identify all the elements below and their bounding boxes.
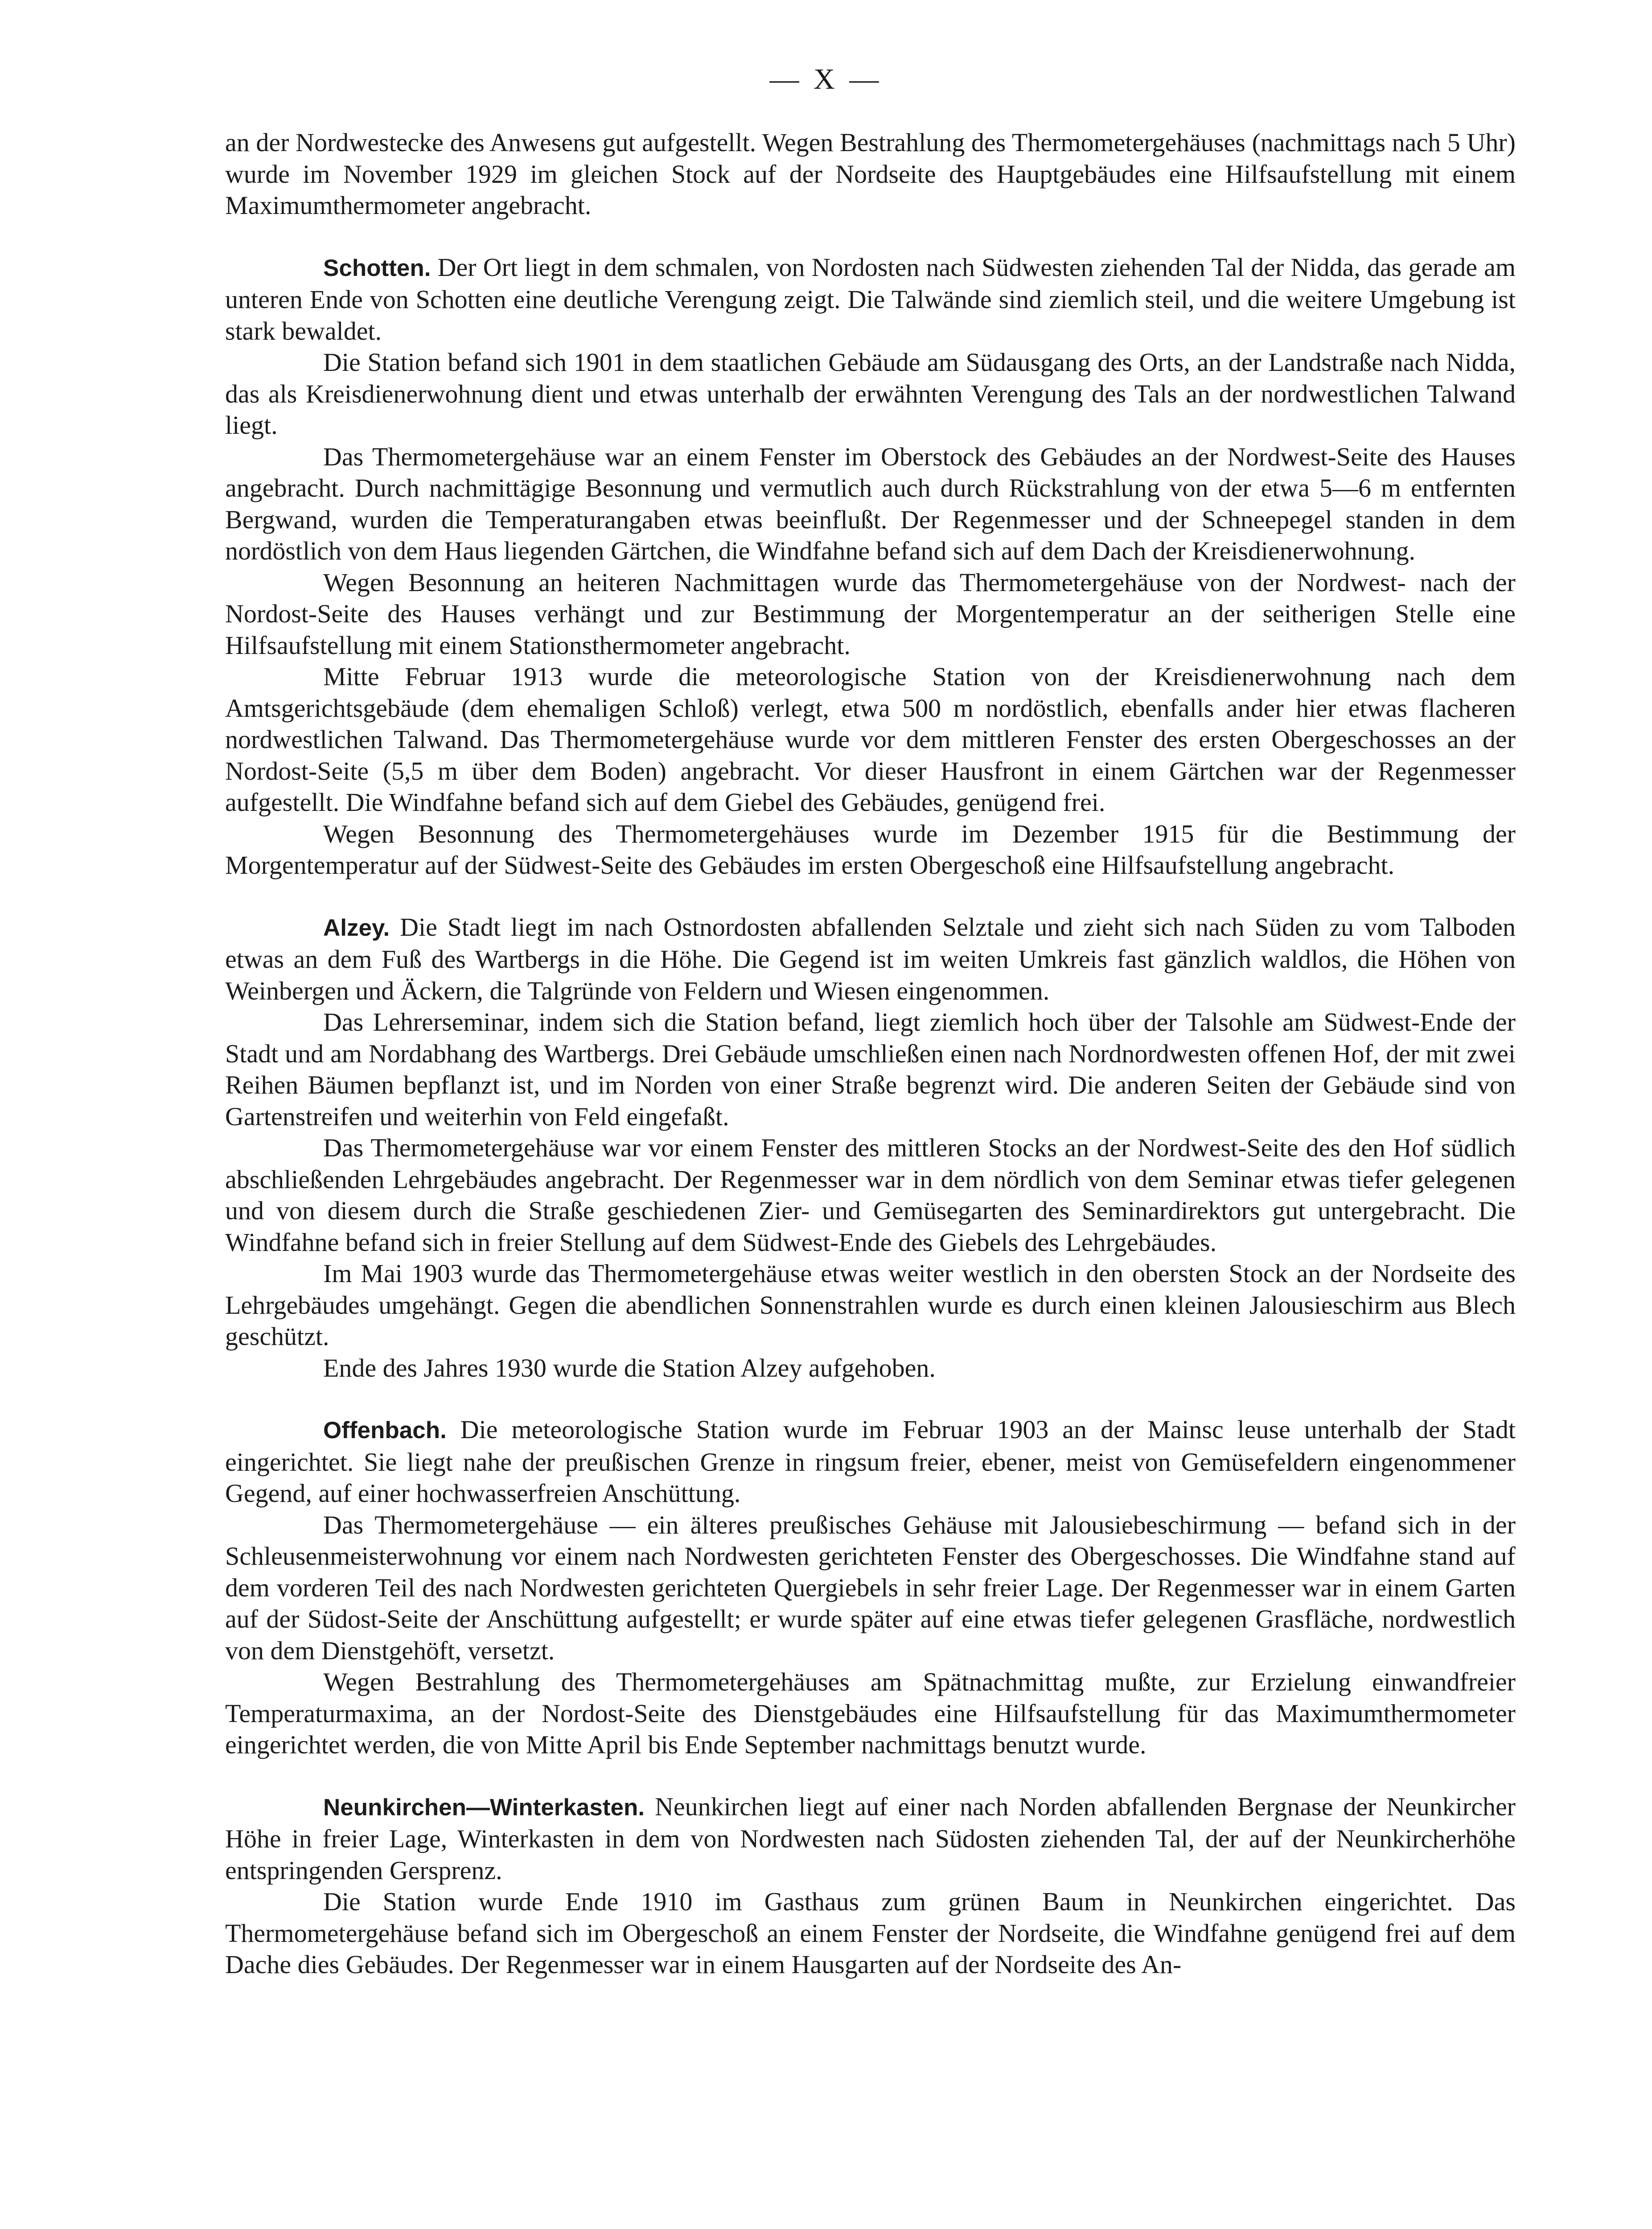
paragraph: Die Station wurde Ende 1910 im Gasthaus zum grünen Baum in Neunkirchen eingerichtet. Das Thermometergehäuse befand sich im Obergeschoß an einem Fenster der Nordseite, die Windfahne genügend frei auf dem Dache dies Gebäudes. Der Regenmesser war in einem Hausgarten auf der Nordseite des An- [225,1887,1516,1979]
paragraph: Wegen Besonnung des Thermometergehäuses wurde im Dezember 1915 für die Bestimmung der Morgentemperatur auf der Südwest-Seite des Gebäudes im ersten Obergeschoß eine Hilfsaufstellung angebracht. [225,819,1516,880]
section-heading: Alzey. [323,914,390,941]
paragraph: Das Thermometergehäuse war an einem Fenster im Oberstock des Gebäudes an der Nordwest-Seite des Hauses angebracht. Durch nachmittägige Besonnung und vermutlich auch durch Rückstrahlung von der etwa 5—6 m entfernten Bergwand, wurden die Temperaturangaben etwas beeinflußt. Der Regenmesser und der Schneepegel standen in dem nordöstlich von dem Haus liegenden Gärtchen, die Windfahne befand sich auf dem Dach der Kreisdienerwohnung. [225,442,1516,565]
lead-text: Neunkirchen liegt auf einer nach Norden abfallenden Bergnase der Neunkircher Höhe in freier Lage, Winterkasten in dem von Nordwesten nach Südosten ziehenden Tal, der auf der Neunkircherhöhe entspringenden Gersprenz. [225,1792,1516,1885]
paragraph: Ende des Jahres 1930 wurde die Station Alzey aufgehoben. [323,1353,936,1382]
paragraph-lead [225,912,1516,1007]
section-neunkirchen-winterkasten [225,1791,1516,1981]
paragraph: an der Nordwestecke des Anwesens gut aufgestellt. Wegen Bestrahlung des Thermometergehäuses (nachmittags nach 5 Uhr) wurde im November 1929 im gleichen Stock auf der Nordseite des Hauptgebäudes eine Hilfsaufstellung mit einem Maximumthermometer angebracht. [225,128,1516,220]
paragraph-lead [225,252,1516,347]
page-number: — X — [769,63,883,95]
paragraph: Wegen Besonnung an heiteren Nachmittagen wurde das Thermometergehäuse von der Nordwest- nach der Nordost-Seite des Hauses verhängt und zur Bestimmung der Morgentemperatur an der seitherigen Stelle eine Hilfsaufstellung mit einem Stationsthermometer angebracht. [225,568,1516,660]
section-schotten [225,252,1516,881]
section-intro [225,127,1516,222]
paragraph: Wegen Bestrahlung des Thermometergehäuses am Spätnachmittag mußte, zur Erzielung einwandfreier Temperaturmaxima, an der Nordost-Seite des Dienstgebäudes eine Hilfsaufstellung für das Maximumthermometer eingerichtet werden, die von Mitte April bis Ende September nachmittags benutzt wurde. [225,1667,1516,1759]
paragraph: Das Thermometergehäuse war vor einem Fenster des mittleren Stocks an der Nordwest-Seite des den Hof südlich abschließenden Lehrgebäudes angebracht. Der Regenmesser war in dem nördlich von dem Seminar etwas tiefer gelegenen und von diesem durch die Straße geschiedenen Zier- und Gemüsegarten des Seminardirektors gut untergebracht. Die Windfahne befand sich in freier Stellung auf dem Südwest-Ende des Giebels des Lehrgebäudes. [225,1133,1516,1257]
page-content [225,127,1516,1981]
lead-text: Der Ort liegt in dem schmalen, von Nordosten nach Südwesten ziehenden Tal der Nidda, das gerade am unteren Ende von Schotten eine deutliche Verengung zeigt. Die Talwände sind ziemlich steil, und die weitere Umgebung ist stark bewaldet. [225,252,1516,345]
lead-text: Die Stadt liegt im nach Ostnordosten abfallenden Selztale und zieht sich nach Süden zu vom Talboden etwas an dem Fuß des Wartbergs in die Höhe. Die Gegend ist im weiten Umkreis fast gänzlich waldlos, die Höhen von Weinbergen und Äckern, die Talgründe von Feldern und Wiesen eingenommen. [225,912,1516,1005]
section-heading: Offenbach. [323,1417,447,1444]
paragraph: Die Station befand sich 1901 in dem staatlichen Gebäude am Südausgang des Orts, an der Landstraße nach Nidda, das als Kreisdienerwohnung dient und etwas unterhalb der erwähnten Verengung des Tals an der nordwestlichen Talwand liegt. [225,348,1516,440]
lead-text: Die meteorologische Station wurde im Februar 1903 an der Mainsc leuse unterhalb der Stadt eingerichtet. Sie liegt nahe der preußischen Grenze in ringsum freier, ebener, meist von Gemüsefeldern eingenommener Gegend, auf einer hochwasserfreien Anschüttung. [225,1415,1516,1508]
paragraph-lead [225,1791,1516,1887]
paragraph: Das Thermometergehäuse — ein älteres preußisches Gehäuse mit Jalousiebeschirmung — befand sich in der Schleusenmeisterwohnung vor einem nach Nordwesten gerichteten Fenster des Obergeschosses. Die Windfahne stand auf dem vorderen Teil des nach Nordwesten gerichteten Quergiebels in sehr freier Lage. Der Regenmesser war in einem Garten auf der Südost-Seite der Anschüttung aufgestellt; er wurde später auf eine etwas tiefer gelegenen Grasfläche, nordwestlich von dem Dienstgehöft, versetzt. [225,1510,1516,1665]
section-alzey [225,912,1516,1384]
paragraph: Das Lehrerseminar, indem sich die Station befand, liegt ziemlich hoch über der Talsohle am Südwest-Ende der Stadt und am Nordabhang des Wartbergs. Drei Gebäude umschließen einen nach Nordnordwesten offenen Hof, der mit zwei Reihen Bäumen bepflanzt ist, und im Norden von einer Straße begrenzt wird. Die anderen Seiten der Gebäude sind von Gartenstreifen und weiterhin von Feld eingefaßt. [225,1008,1516,1131]
paragraph: Mitte Februar 1913 wurde die meteorologische Station von der Kreisdienerwohnung nach dem Amtsgerichtsgebäude (dem ehemaligen Schloß) verlegt, etwa 500 m nordöstlich, ebenfalls ander hier etwas flacheren nordwestlichen Talwand. Das Thermometergehäuse wurde vor dem mittleren Fenster des ersten Obergeschosses an der Nordost-Seite (5,5 m über dem Boden) angebracht. Vor dieser Hausfront in einem Gärtchen war der Regenmesser aufgestellt. Die Windfahne befand sich auf dem Giebel des Gebäudes, genügend frei. [225,662,1516,817]
paragraph-lead [225,1414,1516,1509]
section-offenbach [225,1414,1516,1761]
paragraph: Im Mai 1903 wurde das Thermometergehäuse etwas weiter westlich in den obersten Stock an der Nordseite des Lehrgebäudes umgehängt. Gegen die abendlichen Sonnenstrahlen wurde es durch einen kleinen Jalousieschirm aus Blech geschützt. [225,1259,1516,1351]
section-heading: Schotten. [323,255,431,281]
section-heading: Neunkirchen—Winterkasten. [323,1794,645,1821]
